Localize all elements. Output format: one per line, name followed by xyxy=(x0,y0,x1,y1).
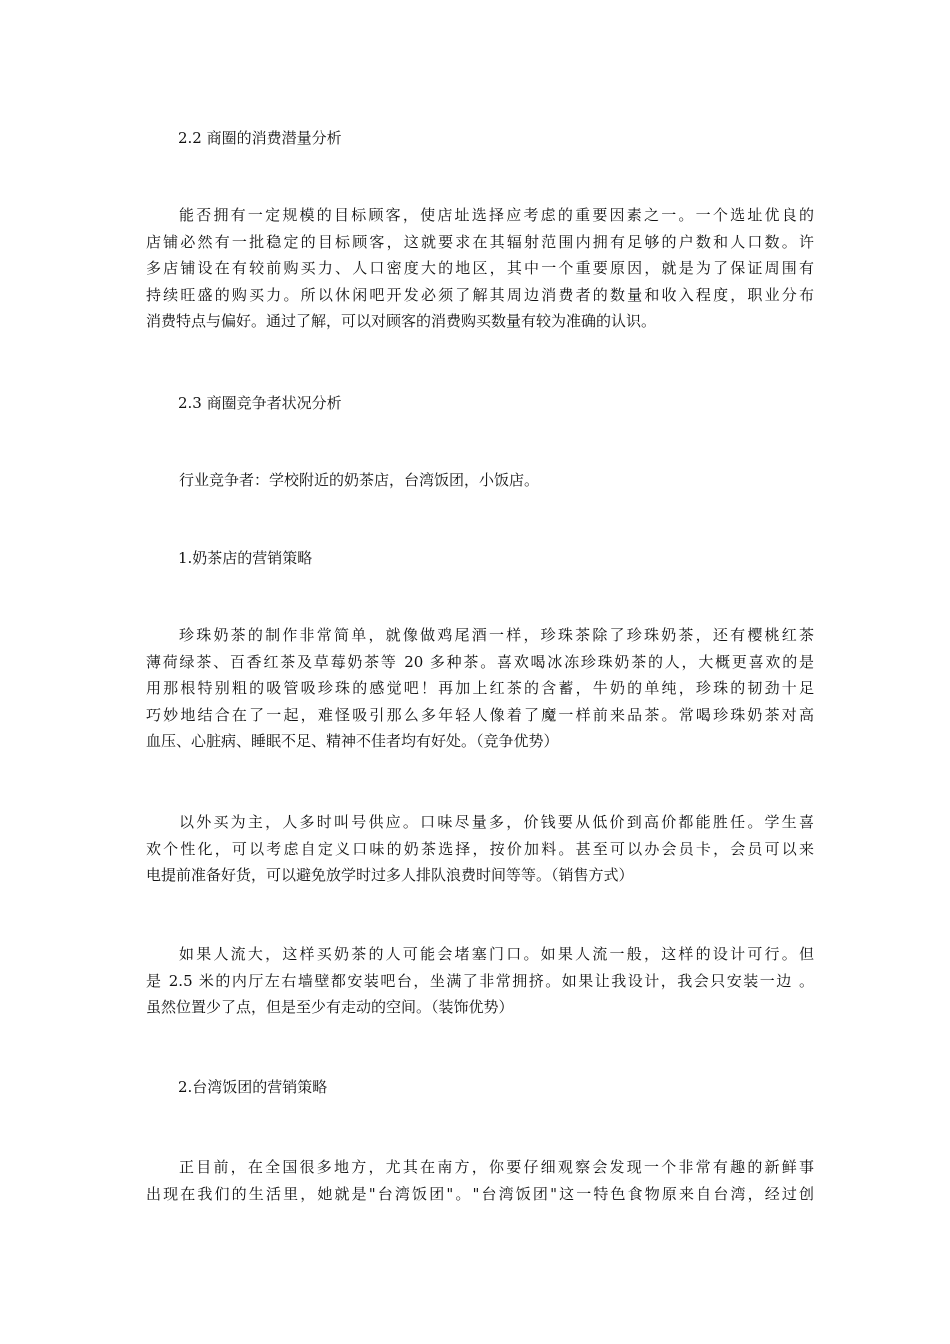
text-line: 以外买为主，人多时叫号供应。口味尽量多，价钱要从低价到高价都能胜任。学生喜 xyxy=(179,813,814,831)
text-line: 巧妙地结合在了一起，难怪吸引那么多年轻人像着了魔一样前来品茶。常喝珍珠奶茶对高 xyxy=(146,705,814,724)
paragraph-milk-tea-decor xyxy=(146,941,814,1021)
text-line: 血压、心脏病、睡眠不足、精神不佳者均有好处。（竞争优势） xyxy=(146,732,559,751)
text-line: 欢个性化，可以考虑自定义口味的奶茶选择，按价加料。甚至可以办会员卡，会员可以来 xyxy=(146,839,814,858)
text-line: 消费特点与偏好。通过了解，可以对顾客的消费购买数量有较为准确的认识。 xyxy=(146,312,657,331)
text-line: 出现在我们的生活里，她就是"台湾饭团"。"台湾饭团"这一特色食物原来自台湾，经过创 xyxy=(146,1184,814,1203)
section-heading-2-3: 2.3 商圈竞争者状况分析 xyxy=(178,394,342,412)
subsection-heading-rice-ball: 2.台湾饭团的营销策略 xyxy=(178,1078,328,1096)
text-line: 如果人流大，这样买奶茶的人可能会堵塞门口。如果人流一般，这样的设计可行。但 xyxy=(179,945,814,963)
text-line: 持续旺盛的购买力。所以休闲吧开发必须了解其周边消费者的数量和收入程度，职业分布 xyxy=(146,285,814,304)
text-line: 多店铺设在有较前购买力、人口密度大的地区，其中一个重要原因，就是为了保证周围有 xyxy=(146,259,814,278)
paragraph-milk-tea-product xyxy=(146,622,814,755)
text-line: 店铺必然有一批稳定的目标顾客，这就要求在其辐射范围内拥有足够的户数和人口数。许 xyxy=(146,232,814,251)
text-line: 电提前准备好货，可以避免放学时过多人排队浪费时间等等。（销售方式） xyxy=(146,866,634,885)
text-line: 正目前，在全国很多地方，尤其在南方，你要仔细观察会发现一个非常有趣的新鲜事 xyxy=(179,1158,814,1176)
paragraph-competitors xyxy=(146,467,814,494)
subsection-heading-milk-tea: 1.奶茶店的营销策略 xyxy=(178,549,313,567)
paragraph-milk-tea-sales xyxy=(146,809,814,889)
text-line: 用那根特别粗的吸管吸珍珠的感觉吧！再加上红茶的含蓄，牛奶的单纯，珍珠的韧劲十足 xyxy=(146,679,814,698)
text-line: 是 2.5 米的内厅左右墙壁都安装吧台，坐满了非常拥挤。如果让我设计，我会只安装一边 。 xyxy=(146,971,814,990)
text-line: 珍珠奶茶的制作非常简单，就像做鸡尾酒一样，珍珠茶除了珍珠奶茶，还有樱桃红茶 xyxy=(179,626,814,644)
text-line: 薄荷绿茶、百香红茶及草莓奶茶等 20 多种茶。喜欢喝冰冻珍珠奶茶的人，大概更喜欢的是 xyxy=(146,652,814,671)
paragraph-consumption-potential xyxy=(146,202,814,335)
text-line: 能否拥有一定规模的目标顾客，使店址选择应考虑的重要因素之一。一个选址优良的 xyxy=(179,206,814,224)
text-line: 行业竞争者：学校附近的奶茶店，台湾饭团，小饭店。 xyxy=(179,471,540,489)
paragraph-rice-ball xyxy=(146,1154,814,1207)
section-heading-2-2: 2.2 商圈的消费潜量分析 xyxy=(178,129,342,147)
text-line: 虽然位置少了点，但是至少有走动的空间。（装饰优势） xyxy=(146,998,514,1017)
